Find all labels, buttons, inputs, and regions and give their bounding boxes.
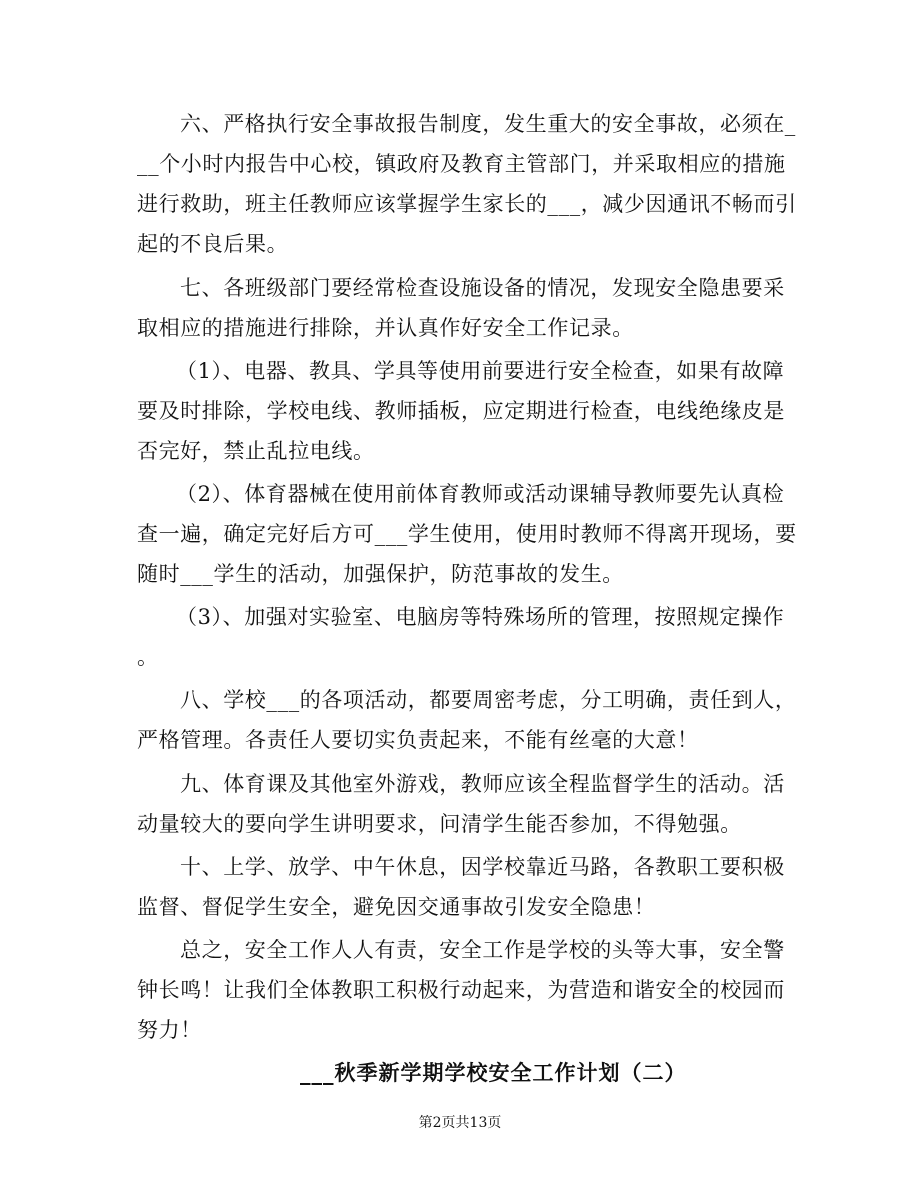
paragraph-line: 否完好，禁止乱拉电线。 — [137, 439, 375, 463]
paragraph-line: 努力！ — [137, 1018, 202, 1042]
paragraph-line: 要及时排除，学校电线、教师插板，应定期进行检查，电线绝缘皮是 — [137, 399, 785, 423]
paragraph-line: （3）、加强对实验室、电脑房等特殊场所的管理，按照规定操作 — [176, 605, 785, 629]
paragraph-line: 动量较大的要向学生讲明要求，问清学生能否参加，不得勉强。 — [137, 812, 742, 836]
paragraph-line: 总之，安全工作人人有责，安全工作是学校的头等大事，安全警 — [180, 938, 785, 962]
paragraph-line: 。 — [137, 645, 159, 669]
paragraph-line: 进行救助，班主任教师应该掌握学生家长的___，减少因通讯不畅而引 — [137, 192, 797, 216]
paragraph-line: 十、上学、放学、中午休息，因学校靠近马路，各教职工要积极 — [180, 855, 785, 879]
paragraph-line: （2）、体育器械在使用前体育教师或活动课辅导教师要先认真检 — [176, 482, 785, 506]
paragraph-line: 七、各班级部门要经常检查设施设备的情况，发现安全隐患要采 — [180, 276, 785, 300]
paragraph-line: 严格管理。各责任人要切实负责起来，不能有丝毫的大意！ — [137, 728, 699, 752]
paragraph-line: 查一遍，确定完好后方可___学生使用，使用时教师不得离开现场，要 — [137, 522, 797, 546]
paragraph-line: 八、学校___的各项活动，都要周密考虑，分工明确，责任到人， — [180, 688, 797, 712]
section-title: ___秋季新学期学校安全工作计划（二） — [300, 1060, 687, 1085]
paragraph-line: 钟长鸣！让我们全体教职工积极行动起来，为营造和谐安全的校园而 — [137, 978, 785, 1002]
paragraph-line: 随时___学生的活动，加强保护，防范事故的发生。 — [137, 562, 624, 586]
paragraph-line: 起的不良后果。 — [137, 232, 289, 256]
paragraph-line: 监督、督促学生安全，避免因交通事故引发安全隐患！ — [137, 895, 656, 919]
paragraph-line: （1）、电器、教具、学具等使用前要进行安全检查，如果有故障 — [176, 359, 785, 383]
paragraph-line: 取相应的措施进行排除，并认真作好安全工作记录。 — [137, 316, 634, 340]
paragraph-line: 六、严格执行安全事故报告制度，发生重大的安全事故，必须在_ — [180, 112, 796, 136]
page-number: 第2页共13页 — [418, 1115, 502, 1131]
paragraph-line: 九、体育课及其他室外游戏，教师应该全程监督学生的活动。活 — [180, 772, 785, 796]
paragraph-line: __个小时内报告中心校，镇政府及教育主管部门，并采取相应的措施 — [137, 152, 786, 176]
